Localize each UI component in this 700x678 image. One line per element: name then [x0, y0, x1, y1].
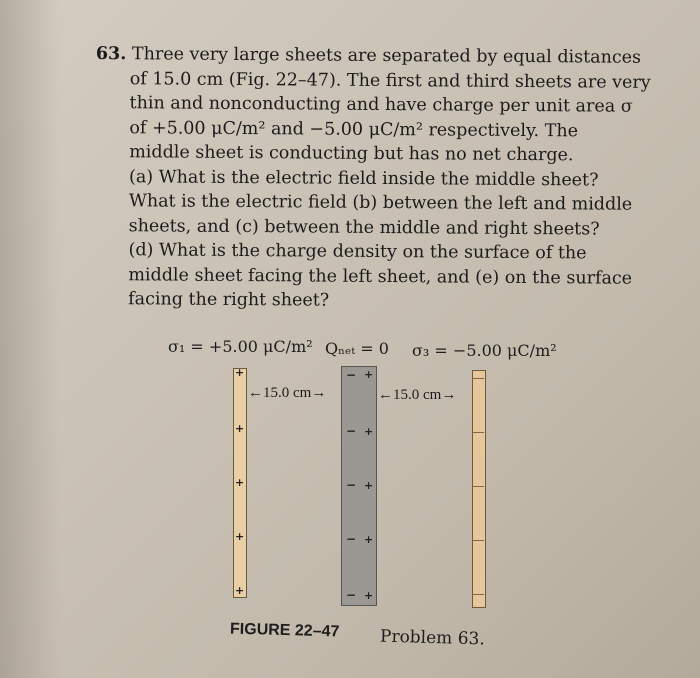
minus-mark: [472, 432, 484, 433]
problem-line-1: 63. Three very large sheets are separated by equal distances: [95, 43, 642, 68]
minus-mark: [472, 378, 484, 379]
problem-line-2: of 15.0 cm (Fig. 22–47). The first and third sheets are very: [129, 68, 651, 93]
problem-line-5: middle sheet is conducting but has no net charge.: [129, 142, 574, 166]
plus-mark: +: [235, 422, 245, 435]
problem-line-8: sheets, and (c) between the middle and right sheets?: [128, 215, 600, 240]
sigma3-label: σ₃ = −5.00 μC/m²: [412, 341, 557, 360]
plus-mark: +: [364, 589, 374, 602]
distance-right-label: ←15.0 cm→: [378, 387, 457, 403]
figure-label: FIGURE 22–47: [229, 620, 340, 641]
plus-mark: +: [235, 476, 245, 489]
plus-mark: +: [235, 584, 245, 597]
sigma1-label: σ₁ = +5.00 μC/m²: [168, 337, 313, 356]
problem-line-4: of +5.00 μC/m² and −5.00 μC/m² respectively. The: [129, 117, 579, 141]
problem-text: [94, 42, 666, 315]
minus-mark: −: [346, 478, 357, 492]
plus-mark: +: [364, 368, 374, 381]
problem-line-9: (d) What is the charge density on the surface of the: [128, 240, 587, 264]
plus-mark: +: [364, 533, 374, 546]
figure-caption: Problem 63.: [379, 626, 485, 650]
minus-mark: −: [346, 368, 357, 382]
plus-mark: +: [364, 479, 374, 492]
minus-mark: −: [346, 532, 357, 546]
distance-left-label: ←15.0 cm→: [248, 385, 327, 401]
minus-mark: [472, 594, 484, 595]
qnet-label: Qₙₑₜ = 0: [325, 339, 389, 358]
problem-line-6: (a) What is the electric field inside the middle sheet?: [128, 166, 599, 191]
problem-line-3: thin and nonconducting and have charge per unit area σ: [129, 93, 633, 117]
minus-mark: −: [346, 424, 357, 438]
problem-line-10: middle sheet facing the left sheet, and (e) on the surface: [128, 264, 633, 289]
problem-line-11: facing the right sheet?: [128, 289, 330, 311]
plus-mark: +: [364, 425, 374, 438]
page-shadow: [0, 0, 60, 678]
minus-mark: [472, 486, 484, 487]
problem-number: 63.: [95, 43, 127, 65]
plus-mark: +: [235, 530, 245, 543]
plus-mark: +: [235, 366, 245, 379]
minus-mark: [472, 540, 484, 541]
minus-mark: −: [346, 588, 357, 602]
problem-line-7: What is the electric field (b) between the left and middle: [128, 191, 633, 215]
right-sheet: [472, 370, 486, 608]
